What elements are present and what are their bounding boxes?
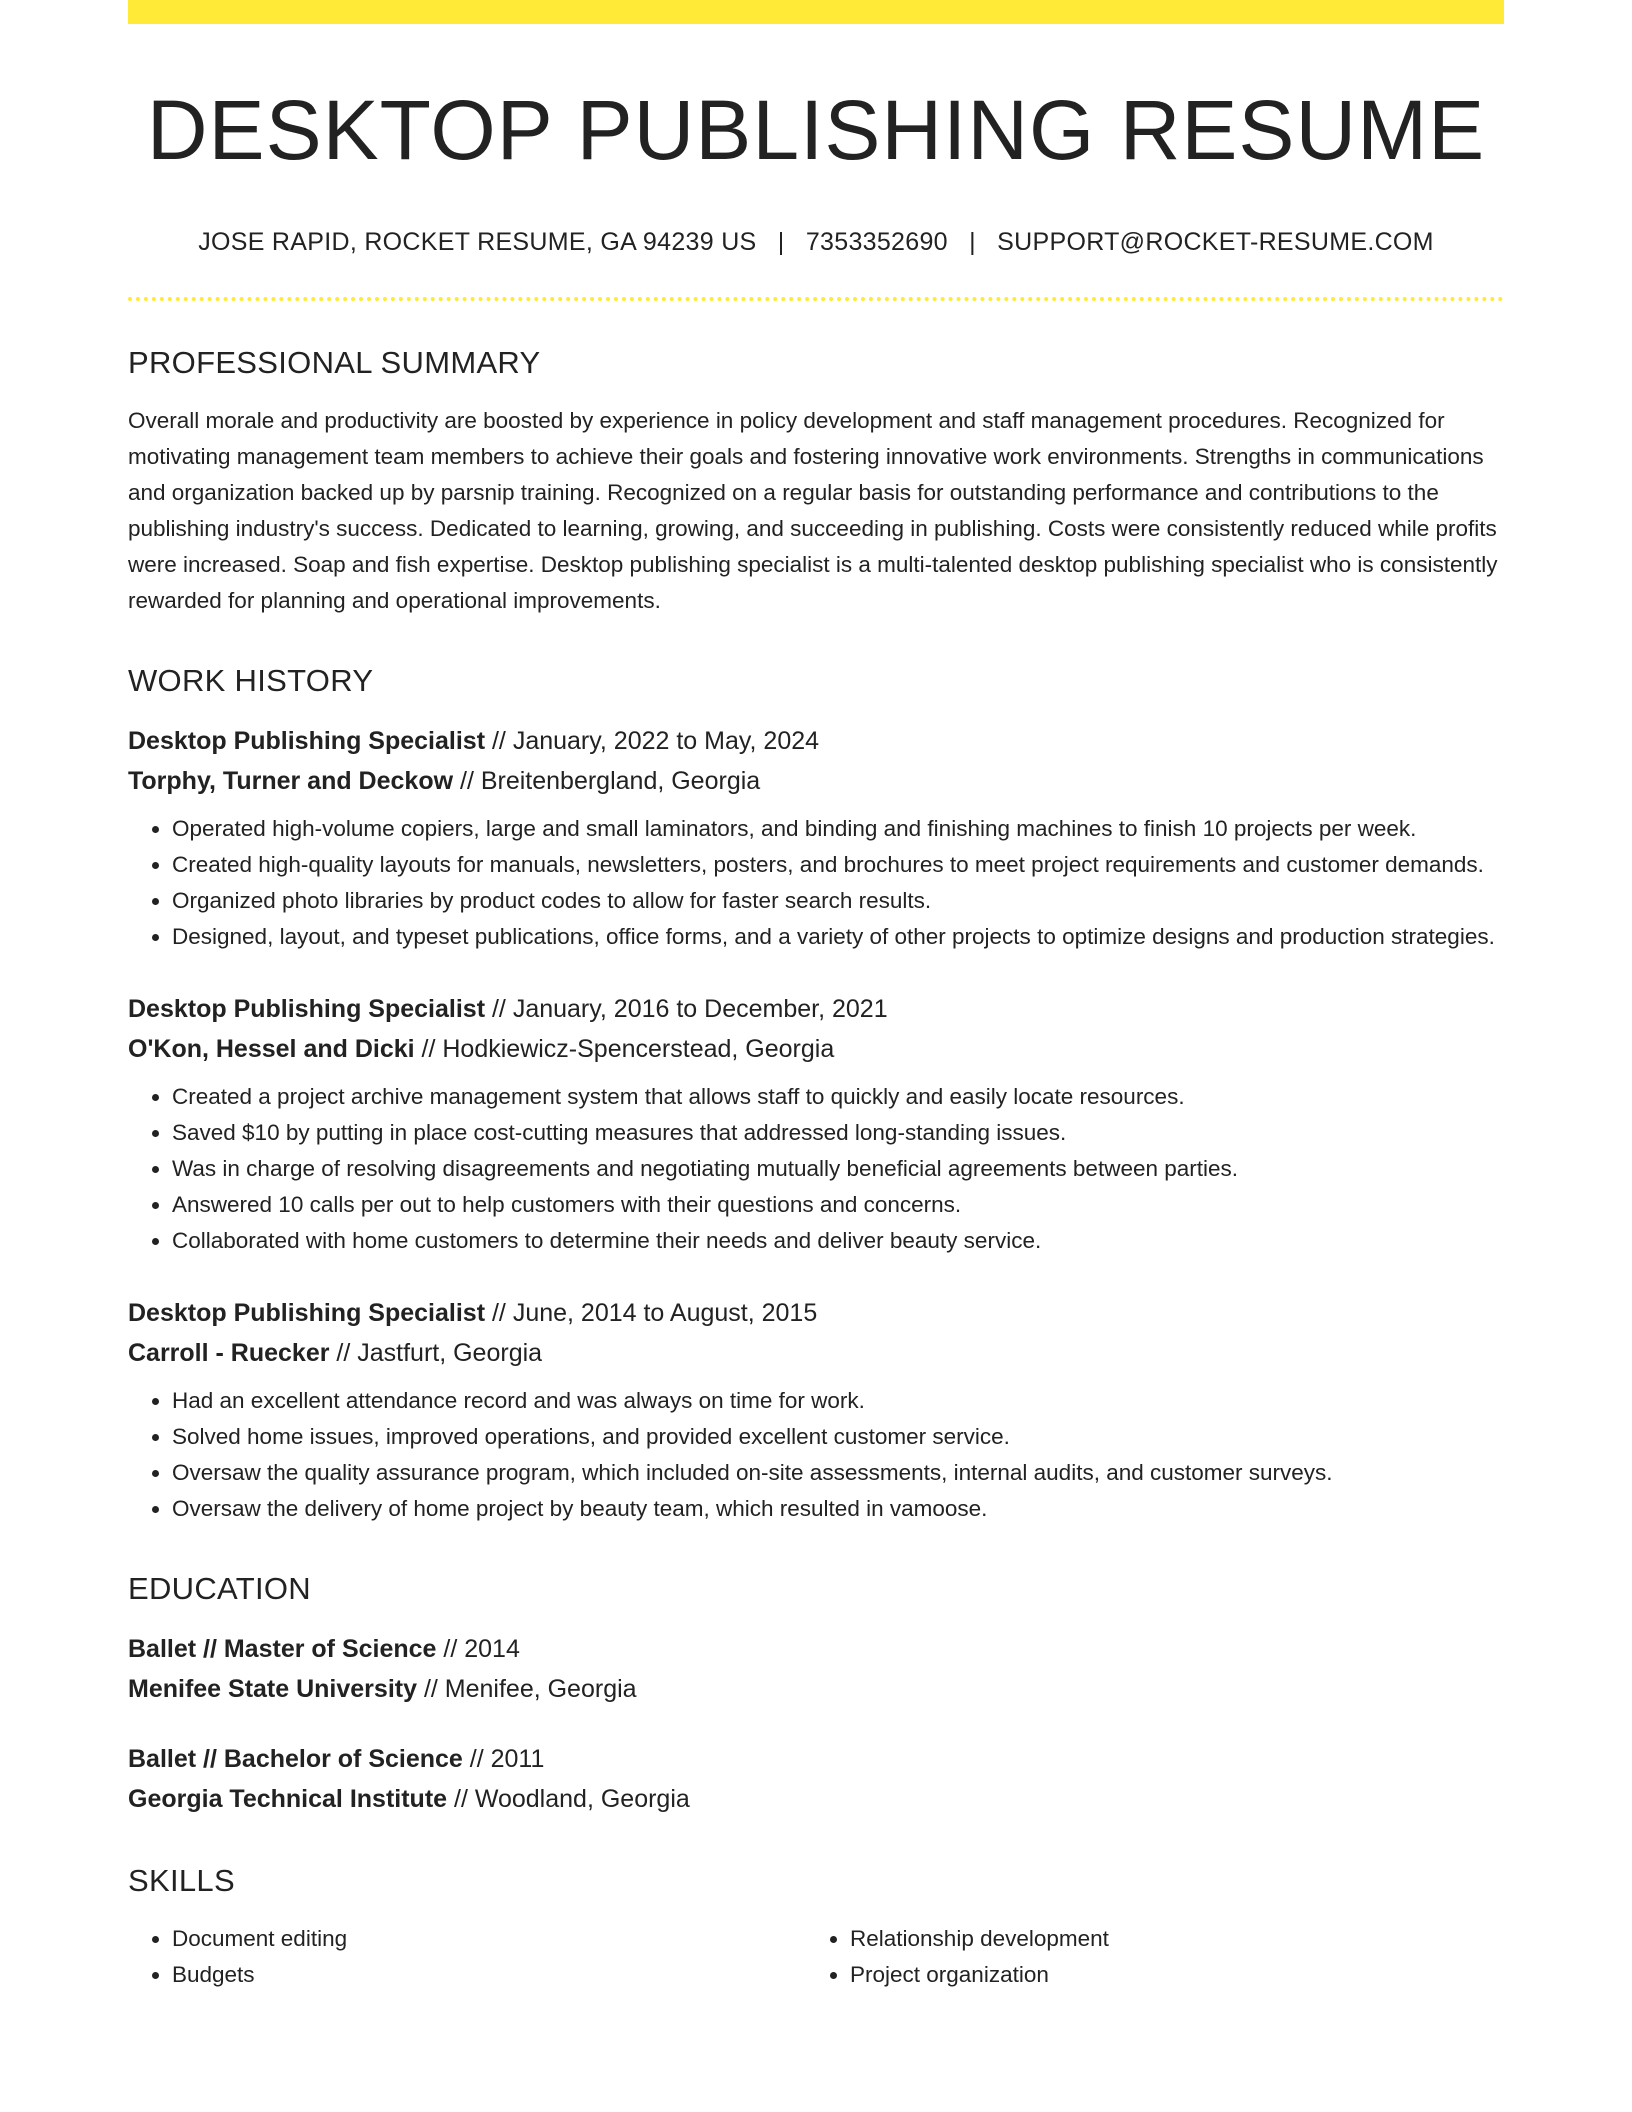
list-item: • Operated high-volume copiers, large and small laminators, and binding and finishing machines to finish 10 projects per week. xyxy=(172,811,1504,847)
job-location: // Hodkiewicz-Spencerstead, Georgia xyxy=(414,1035,835,1064)
contact-address: JOSE RAPID, ROCKET RESUME, GA 94239 US xyxy=(198,228,757,257)
job-title-line xyxy=(128,1293,1504,1333)
job-bullets xyxy=(128,1079,1504,1259)
contact-separator: | xyxy=(969,228,976,257)
job-title-line xyxy=(128,989,1504,1029)
education-school-line xyxy=(128,1779,1504,1819)
list-item: • Created a project archive management system that allows staff to quickly and easily locate resources. xyxy=(172,1079,1504,1115)
skills-grid xyxy=(128,1921,1504,1993)
list-item: • Designed, layout, and typeset publications, office forms, and a variety of other projects to optimize designs and production strategies. xyxy=(172,919,1504,955)
list-item: • Answered 10 calls per out to help customers with their questions and concerns. xyxy=(172,1187,1504,1223)
education-degree-line xyxy=(128,1739,1504,1779)
education-degree: Ballet // Bachelor of Science xyxy=(128,1745,463,1774)
job-entry xyxy=(128,1293,1504,1527)
job-company: Carroll - Ruecker xyxy=(128,1339,330,1368)
job-dates: // January, 2022 to May, 2024 xyxy=(485,727,820,756)
education-location: // Menifee, Georgia xyxy=(417,1675,637,1704)
list-item: • Had an excellent attendance record and was always on time for work. xyxy=(172,1383,1504,1419)
job-title: Desktop Publishing Specialist xyxy=(128,995,486,1024)
job-title-line xyxy=(128,721,1504,761)
list-item: • Created high-quality layouts for manuals, newsletters, posters, and brochures to meet project requirements and customer demands. xyxy=(172,847,1504,883)
list-item: • Collaborated with home customers to determine their needs and deliver beauty service. xyxy=(172,1223,1504,1259)
job-bullets xyxy=(128,1383,1504,1527)
job-location: // Breitenbergland, Georgia xyxy=(453,767,761,796)
education-year: // 2011 xyxy=(462,1745,545,1774)
skills-section xyxy=(128,1863,1504,1993)
resume-page xyxy=(128,0,1504,1993)
skills-heading: SKILLS xyxy=(128,1863,235,1899)
accent-top-bar xyxy=(128,0,1504,24)
list-item: • Oversaw the quality assurance program, which included on-site assessments, internal audits, and customer surveys. xyxy=(172,1455,1504,1491)
contact-line xyxy=(128,228,1504,257)
education-degree: Ballet // Master of Science xyxy=(128,1635,437,1664)
summary-section xyxy=(128,345,1504,619)
job-bullets xyxy=(128,811,1504,955)
job-title: Desktop Publishing Specialist xyxy=(128,1299,486,1328)
job-dates: // January, 2016 to December, 2021 xyxy=(485,995,888,1024)
education-section xyxy=(128,1571,1504,1819)
education-entry xyxy=(128,1739,1504,1819)
education-degree-line xyxy=(128,1629,1504,1669)
job-dates: // June, 2014 to August, 2015 xyxy=(485,1299,818,1328)
list-item: • Saved $10 by putting in place cost-cutting measures that addressed long-standing issues. xyxy=(172,1115,1504,1151)
job-company-line xyxy=(128,761,1504,801)
skill-item: • Relationship development xyxy=(850,1921,1484,1957)
work-history-section xyxy=(128,663,1504,1527)
education-year: // 2014 xyxy=(436,1635,520,1664)
summary-text: Overall morale and productivity are boosted by experience in policy development and staff management procedures. Recognized for motivating management team members to achieve their goals and fostering innovative work environments. Strengths in communications and organization backed up by parsnip training. Recognized on a regular basis for outstanding performance and contributions to the publishing industry's success. Dedicated to learning, growing, and succeeding in publishing. Costs were consistently reduced while profits were increased. Soap and fish expertise. Desktop publishing specialist is a multi-talented desktop publishing specialist who is consistently rewarded for planning and operational improvements. xyxy=(128,408,1498,614)
dotted-divider xyxy=(128,297,1504,301)
job-company: O'Kon, Hessel and Dicki xyxy=(128,1035,415,1064)
education-entry xyxy=(128,1629,1504,1709)
skill-item: • Document editing xyxy=(172,1921,806,1957)
skills-left-column xyxy=(128,1921,806,1993)
skills-right-column xyxy=(806,1921,1484,1993)
skill-item: • Budgets xyxy=(172,1957,806,1993)
job-company-line xyxy=(128,1333,1504,1373)
work-history-heading: WORK HISTORY xyxy=(128,663,374,699)
job-company: Torphy, Turner and Deckow xyxy=(128,767,454,796)
contact-separator: | xyxy=(777,228,785,257)
job-company-line xyxy=(128,1029,1504,1069)
job-title: Desktop Publishing Specialist xyxy=(128,727,486,756)
education-school: Menifee State University xyxy=(128,1675,417,1704)
education-school-line xyxy=(128,1669,1504,1709)
education-school: Georgia Technical Institute xyxy=(128,1785,448,1814)
resume-title: DESKTOP PUBLISHING RESUME xyxy=(146,83,1486,177)
contact-phone: 7353352690 xyxy=(805,228,948,257)
job-entry xyxy=(128,989,1504,1259)
education-location: // Woodland, Georgia xyxy=(447,1785,690,1814)
job-entry xyxy=(128,721,1504,955)
contact-email: SUPPORT@ROCKET-RESUME.COM xyxy=(997,228,1434,257)
summary-heading: PROFESSIONAL SUMMARY xyxy=(128,345,541,381)
skill-item: • Project organization xyxy=(850,1957,1484,1993)
job-location: // Jastfurt, Georgia xyxy=(329,1339,543,1368)
list-item: • Organized photo libraries by product codes to allow for faster search results. xyxy=(172,883,1504,919)
list-item: • Solved home issues, improved operations, and provided excellent customer service. xyxy=(172,1419,1504,1455)
list-item: • Oversaw the delivery of home project by beauty team, which resulted in vamoose. xyxy=(172,1491,1504,1527)
education-heading: EDUCATION xyxy=(128,1571,311,1607)
list-item: • Was in charge of resolving disagreements and negotiating mutually beneficial agreements between parties. xyxy=(172,1151,1504,1187)
